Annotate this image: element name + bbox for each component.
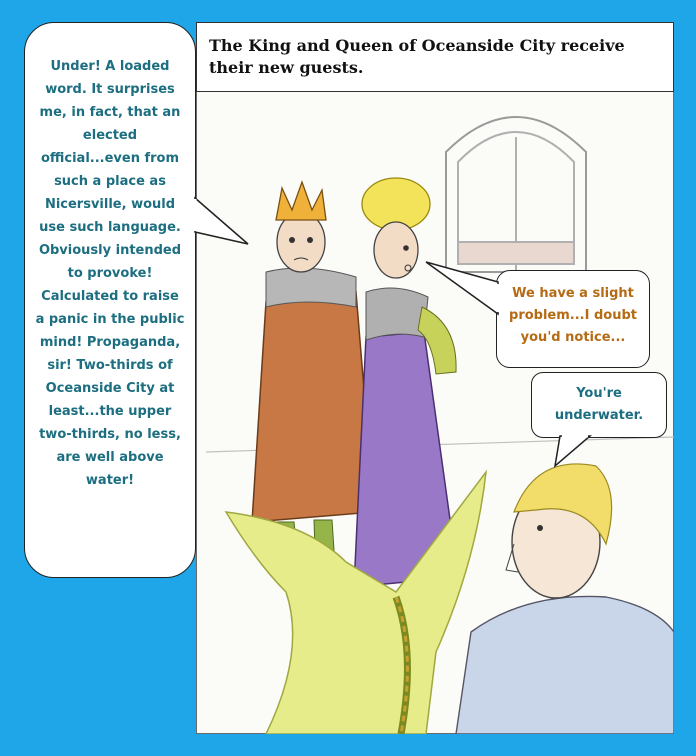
speech-bubble-queen: We have a slight problem...I doubt you'd notice... — [496, 270, 650, 368]
guest-figure — [456, 464, 674, 734]
speech-bubble-left: Under! A loaded word. It surprises me, in fact, that an elected official...even from such a place as Nicersville, would use such language. Obviously intended to provoke! Calculated to raise a panic in the public mind! Propaganda, sir! Two-thirds of Oceanside City at least...the upper two-thirds, no less, are well above water! — [24, 22, 196, 578]
queen-figure — [354, 178, 458, 587]
arched-window — [446, 117, 586, 272]
caption-box: The King and Queen of Oceanside City receive their new guests. — [196, 22, 674, 92]
speech-bubble-guest: You're underwater. — [531, 372, 667, 438]
